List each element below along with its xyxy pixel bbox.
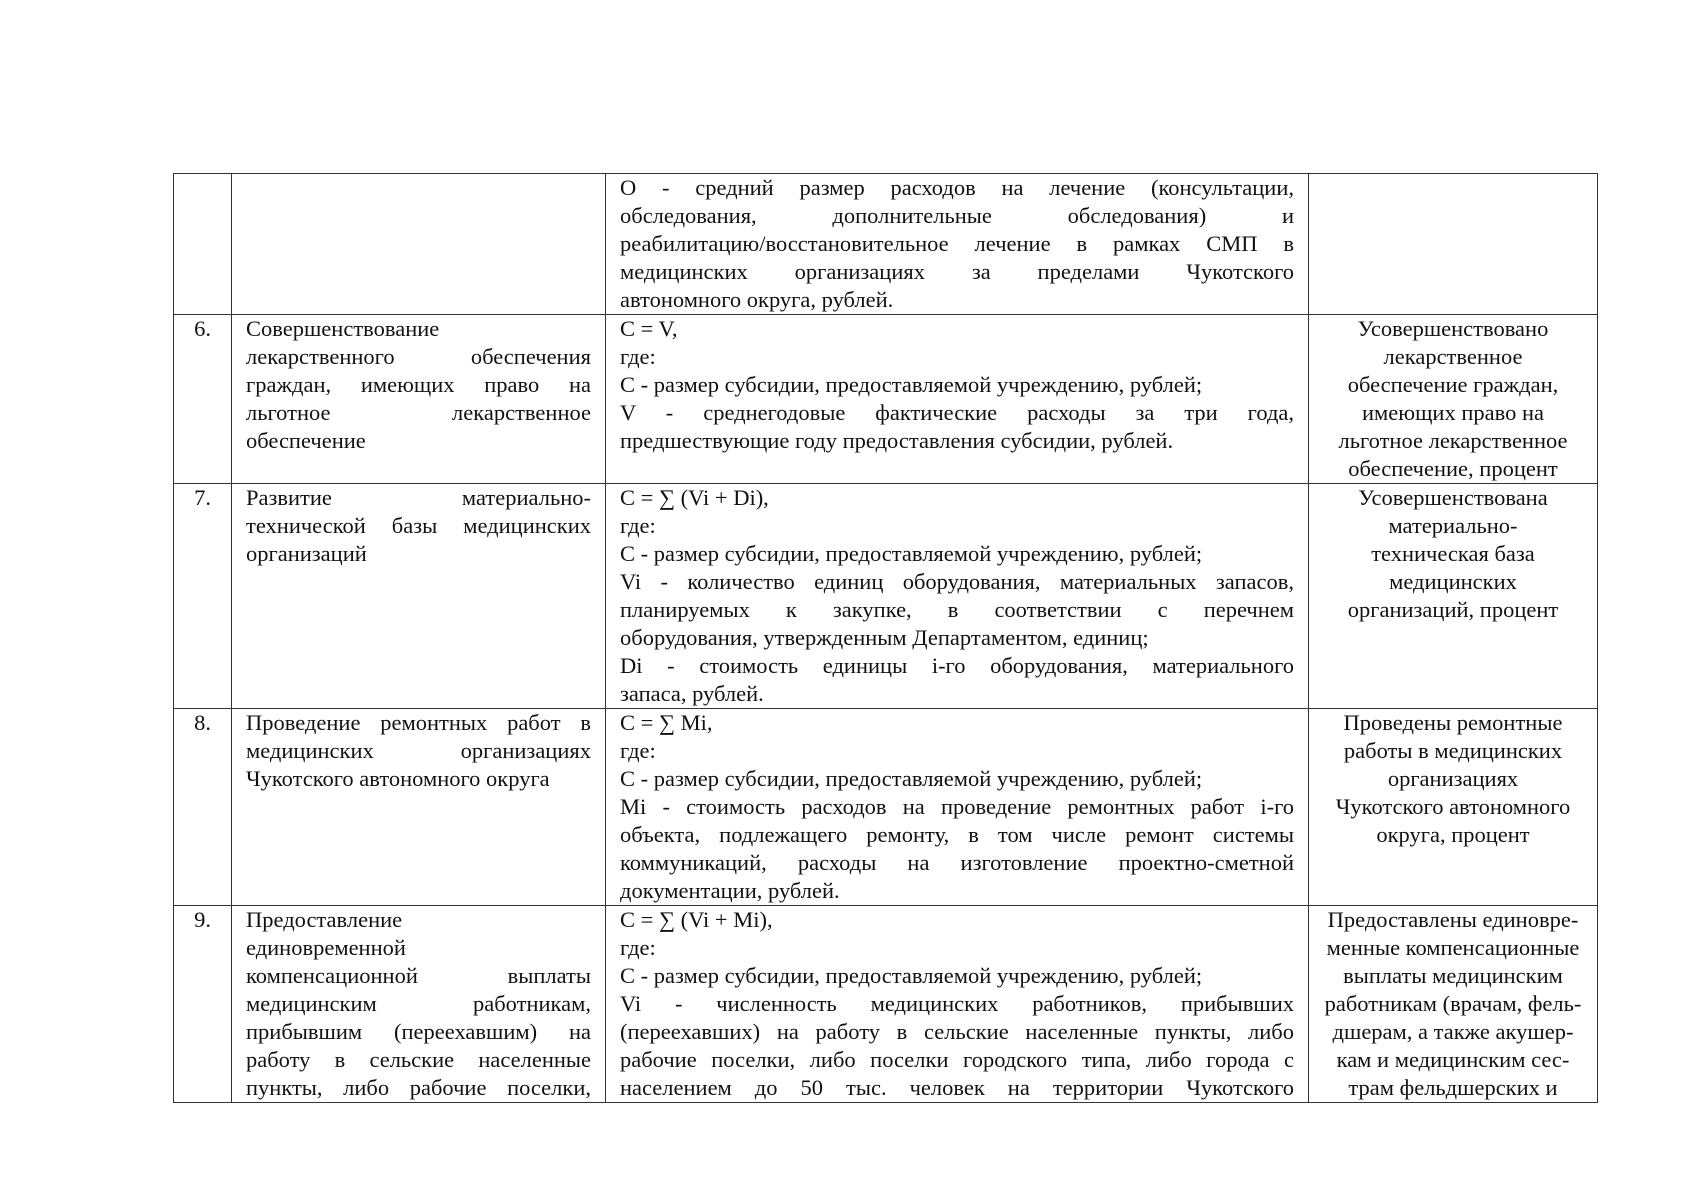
result-line: Предоставлены единовре-: [1327, 907, 1579, 932]
row-number: 6.: [174, 315, 232, 484]
formula-line: C = ∑ (Vi + Mi),: [620, 907, 773, 932]
measure-name: [232, 484, 606, 709]
name-line: обеспечение: [246, 428, 366, 453]
formula-line: оборудования, утвержденным Департаментом, единиц;: [620, 625, 1149, 650]
row-number: [174, 174, 232, 315]
name-line: граждан, имеющих право на: [246, 372, 591, 397]
measure-name: [232, 174, 606, 315]
measure-name: [232, 906, 606, 1103]
result-line: льготное лекарственное: [1338, 428, 1568, 453]
result-line: Чукотского автономного: [1335, 794, 1571, 819]
name-line: компенсационной выплаты: [246, 963, 591, 988]
formula-line: населением до 50 тыс. человек на территории Чукотского: [620, 1075, 1294, 1100]
formula-line: C - размер субсидии, предоставляемой учреждению, рублей;: [620, 766, 1203, 791]
row-number: 8.: [174, 709, 232, 906]
formula-line: медицинских организациях за пределами Чукотского: [620, 259, 1294, 284]
name-line: Развитие материально-: [246, 485, 591, 510]
formula-line: V - среднегодовые фактические расходы за три года,: [620, 400, 1294, 425]
name-line: Предоставление: [246, 907, 403, 932]
formula-line: документации, рублей.: [620, 878, 840, 903]
expected-result: [1309, 174, 1598, 315]
result-line: кам и медицинским сес-: [1336, 1047, 1570, 1072]
expected-result: [1309, 484, 1598, 709]
table-row: [174, 709, 1598, 906]
formula-line: где:: [620, 344, 656, 369]
name-line: работу в сельские населенные: [246, 1047, 591, 1072]
result-line: медицинских: [1389, 569, 1517, 594]
result-line: менные компенсационные: [1326, 935, 1580, 960]
formula-line: обследования, дополнительные обследования) и: [620, 203, 1294, 228]
result-line: Усовершенствовано: [1357, 316, 1549, 341]
measure-name: [232, 315, 606, 484]
result-line: работы в медицинских: [1343, 738, 1563, 763]
formula-line: C - размер субсидии, предоставляемой учреждению, рублей;: [620, 541, 1203, 566]
name-line: пункты, либо рабочие поселки,: [246, 1075, 591, 1100]
name-line: Совершенствование: [246, 316, 440, 341]
result-line: округа, процент: [1376, 822, 1530, 847]
row-number: 9.: [174, 906, 232, 1103]
row-number: 7.: [174, 484, 232, 709]
result-line: выплаты медицинским: [1343, 963, 1563, 988]
name-line: прибывшим (переехавшим) на: [246, 1019, 591, 1044]
name-line: организаций: [246, 541, 367, 566]
formula-line: где:: [620, 935, 656, 960]
formula-line: запаса, рублей.: [620, 681, 764, 706]
expected-result: [1309, 709, 1598, 906]
result-line: работникам (врачам, фель-: [1324, 991, 1582, 1016]
result-line: дшерам, а также акушер-: [1332, 1019, 1574, 1044]
result-line: обеспечение граждан,: [1347, 372, 1559, 397]
measure-name: [232, 709, 606, 906]
subsidy-table: [173, 173, 1598, 1103]
formula-line: (переехавших) на работу в сельские населенные пункты, либо: [620, 1019, 1294, 1044]
calculation-formula: [606, 484, 1309, 709]
name-line: льготное лекарственное: [246, 400, 591, 425]
result-line: Проведены ремонтные: [1343, 710, 1563, 735]
formula-line: объекта, подлежащего ремонту, в том числе ремонт системы: [620, 822, 1294, 847]
name-line: медицинским работникам,: [246, 991, 591, 1016]
result-line: организаций, процент: [1347, 597, 1559, 622]
result-line: материально-: [1388, 513, 1518, 538]
result-line: Усовершенствована: [1358, 485, 1548, 510]
formula-line: C = ∑ Mi,: [620, 710, 713, 735]
formula-line: О - средний размер расходов на лечение (консультации,: [620, 175, 1294, 200]
calculation-formula: [606, 906, 1309, 1103]
calculation-formula: [606, 315, 1309, 484]
name-line: медицинских организациях: [246, 738, 591, 763]
formula-line: Mi - стоимость расходов на проведение ремонтных работ i-го: [620, 794, 1294, 819]
formula-line: рабочие поселки, либо поселки городского типа, либо города с: [620, 1047, 1294, 1072]
formula-line: Di - стоимость единицы i-го оборудования, материального: [620, 653, 1294, 678]
calculation-formula: [606, 709, 1309, 906]
result-line: обеспечение, процент: [1348, 456, 1558, 481]
formula-line: Vi - количество единиц оборудования, материальных запасов,: [620, 569, 1294, 594]
formula-line: где:: [620, 513, 656, 538]
formula-line: C = ∑ (Vi + Di),: [620, 485, 769, 510]
formula-line: C = V,: [620, 316, 678, 341]
table-row: [174, 315, 1598, 484]
result-line: организациях: [1387, 766, 1519, 791]
formula-line: Vi - численность медицинских работников, прибывших: [620, 991, 1294, 1016]
formula-line: коммуникаций, расходы на изготовление проектно-сметной: [620, 850, 1294, 875]
table-row: [174, 484, 1598, 709]
formula-line: планируемых к закупке, в соответствии с перечнем: [620, 597, 1294, 622]
name-line: Проведение ремонтных работ в: [246, 710, 591, 735]
table-row: [174, 906, 1598, 1103]
name-line: Чукотского автономного округа: [246, 766, 550, 791]
formula-line: C - размер субсидии, предоставляемой учреждению, рублей;: [620, 963, 1203, 988]
calculation-formula: [606, 174, 1309, 315]
result-line: трам фельдшерских и: [1348, 1075, 1558, 1100]
result-line: имеющих право на: [1362, 400, 1544, 425]
expected-result: [1309, 906, 1598, 1103]
formula-line: автономного округа, рублей.: [620, 287, 894, 312]
name-line: технической базы медицинских: [246, 513, 591, 538]
table-body: [174, 174, 1598, 1103]
expected-result: [1309, 315, 1598, 484]
formula-line: где:: [620, 738, 656, 763]
result-line: лекарственное: [1383, 344, 1523, 369]
formula-line: C - размер субсидии, предоставляемой учреждению, рублей;: [620, 372, 1203, 397]
name-line: единовременной: [246, 935, 406, 960]
formula-line: реабилитацию/восстановительное лечение в рамках СМП в: [620, 231, 1294, 256]
name-line: лекарственного обеспечения: [246, 344, 591, 369]
formula-line: предшествующие году предоставления субсидии, рублей.: [620, 428, 1174, 453]
table-row: [174, 174, 1598, 315]
result-line: техническая база: [1371, 541, 1535, 566]
